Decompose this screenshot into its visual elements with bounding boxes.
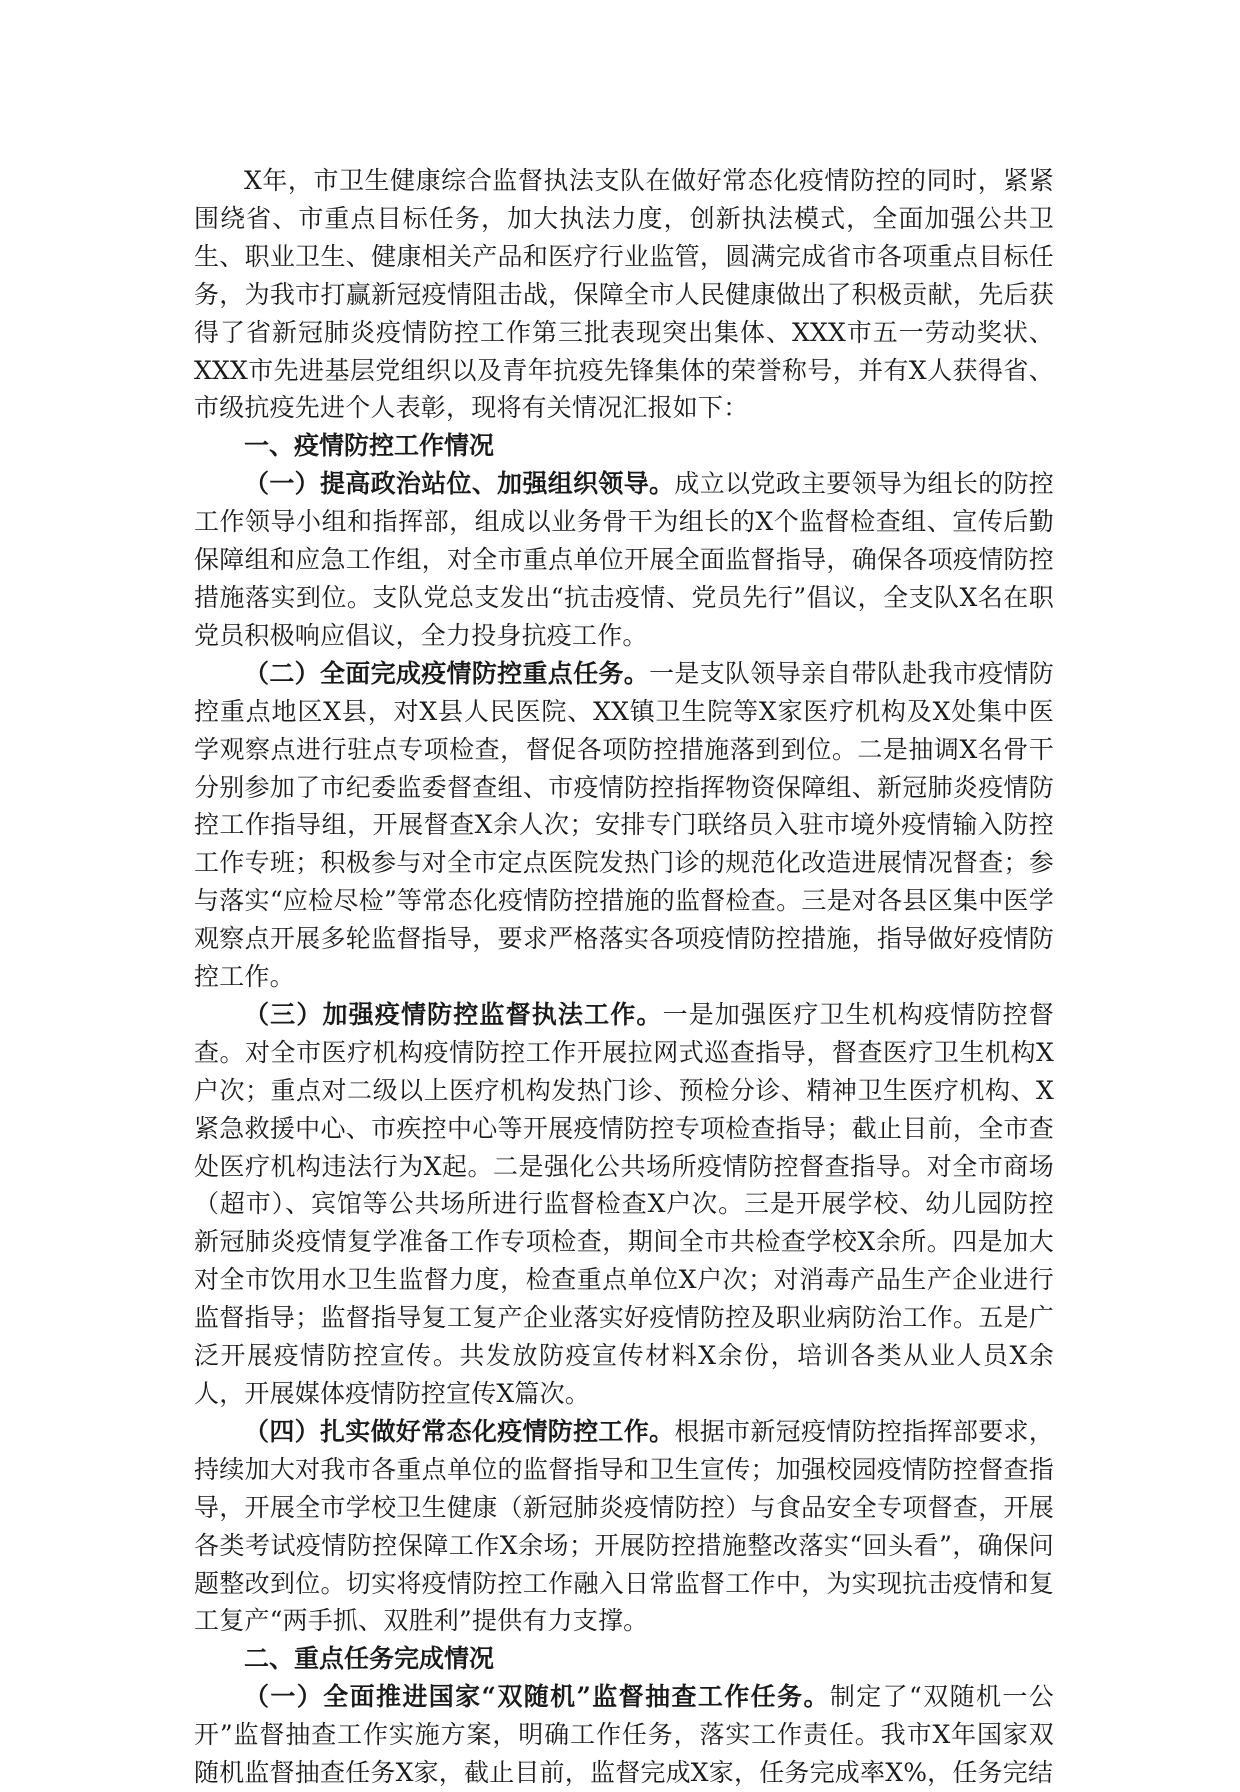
section-1-item-4: [194, 1413, 1054, 1640]
item-lead: （一）提高政治站位、加强组织领导。: [244, 469, 675, 499]
section-1-item-1: [194, 465, 1054, 655]
section-1-heading: 一、疫情防控工作情况: [244, 431, 495, 461]
item-lead: （四）扎实做好常态化疫情防控工作。: [244, 1416, 675, 1446]
item-body: 制定了“双随机一公开”监督抽查工作实施方案，明确工作任务，落实工作责任。我市X年国家双随机监督抽查任务X家，截止目前，监督完成X家，任务完成率X%，任务完结: [194, 1682, 1054, 1788]
item-lead: （三）加强疫情防控监督执法工作。: [244, 999, 663, 1029]
intro-paragraph: X年，市卫生健康综合监督执法支队在做好常态化疫情防控的同时，紧紧围绕省、市重点目标任务，加大执法力度，创新执法模式，全面加强公共卫生、职业卫生、健康相关产品和医疗行业监管，圆满完成省市各项重点目标任务，为我市打赢新冠疫情阻击战，保障全市人民健康做出了积极贡献，先后获得了省新冠肺炎疫情防控工作第三批表现突出集体、XXX市五一劳动奖状、XXX市先进基层党组织以及青年抗疫先锋集体的荣誉称号，并有X人获得省、市级抗疫先进个人表彰，现将有关情况汇报如下：: [194, 166, 1054, 423]
section-1-item-3: [194, 996, 1054, 1413]
item-lead: （二）全面完成疫情防控重点任务。: [244, 658, 650, 688]
item-body: 成立以党政主要领导为组长的防控工作领导小组和指挥部，组成以业务骨干为组长的X个监督检查组、宣传后勤保障组和应急工作组，对全市重点单位开展全面监督指导，确保各项疫情防控措施落实到位。支队党总支发出“抗击疫情、党员先行”倡议，全支队X名在职党员积极响应倡议，全力投身抗疫工作。: [194, 469, 1054, 650]
item-body: 根据市新冠疫情防控指挥部要求，持续加大对我市各重点单位的监督指导和卫生宣传；加强校园疫情防控督查指导，开展全市学校卫生健康（新冠肺炎疫情防控）与食品安全专项督查，开展各类考试疫情防控保障工作X余场；开展防控措施整改落实“回头看”，确保问题整改到位。切实将疫情防控工作融入日常监督工作中，为实现抗击疫情和复工复产“两手抓、双胜利”提供有力支撑。: [194, 1416, 1054, 1636]
item-body: 一是支队领导亲自带队赴我市疫情防控重点地区X县，对X县人民医院、XX镇卫生院等X家医疗机构及X处集中医学观察点进行驻点专项检查，督促各项防控措施落到到位。二是抽调X名骨干分别参加了市纪委监委督查组、市疫情防控指挥物资保障组、新冠肺炎疫情防控工作指导组，开展督查X余人次；安排专门联络员入驻市境外疫情输入防控工作专班；积极参与对全市定点医院发热门诊的规范化改造进展情况督查；参与落实“应检尽检”等常态化疫情防控措施的监督检查。三是对各县区集中医学观察点开展多轮监督指导，要求严格落实各项疫情防控措施，指导做好疫情防控工作。: [194, 658, 1055, 992]
section-2-item-1: [194, 1678, 1054, 1792]
section-2-heading: 二、重点任务完成情况: [244, 1644, 495, 1674]
item-body: 一是加强医疗卫生机构疫情防控督查。对全市医疗机构疫情防控工作开展拉网式巡查指导，督查医疗卫生机构X户次；重点对二级以上医疗机构发热门诊、预检分诊、精神卫生医疗机构、X紧急救援中心、市疾控中心等开展疫情防控专项检查指导；截止目前，全市查处医疗机构违法行为X起。二是强化公共场所疫情防控督查指导。对全市商场（超市）、宾馆等公共场所进行监督检查X户次。三是开展学校、幼儿园防控新冠肺炎疫情复学准备工作专项检查，期间全市共检查学校X余所。四是加大对全市饮用水卫生监督力度，检查重点单位X户次；对消毒产品生产企业进行监督指导；监督指导复工复产企业落实好疫情防控及职业病防治工作。五是广泛开展疫情防控宣传。共发放防疫宣传材料X余份，培训各类从业人员X余人，开展媒体疫情防控宣传X篇次。: [194, 999, 1054, 1408]
section-1-item-2: [194, 655, 1054, 996]
item-lead: （一）全面推进国家“双随机”监督抽查工作任务。: [244, 1682, 830, 1712]
